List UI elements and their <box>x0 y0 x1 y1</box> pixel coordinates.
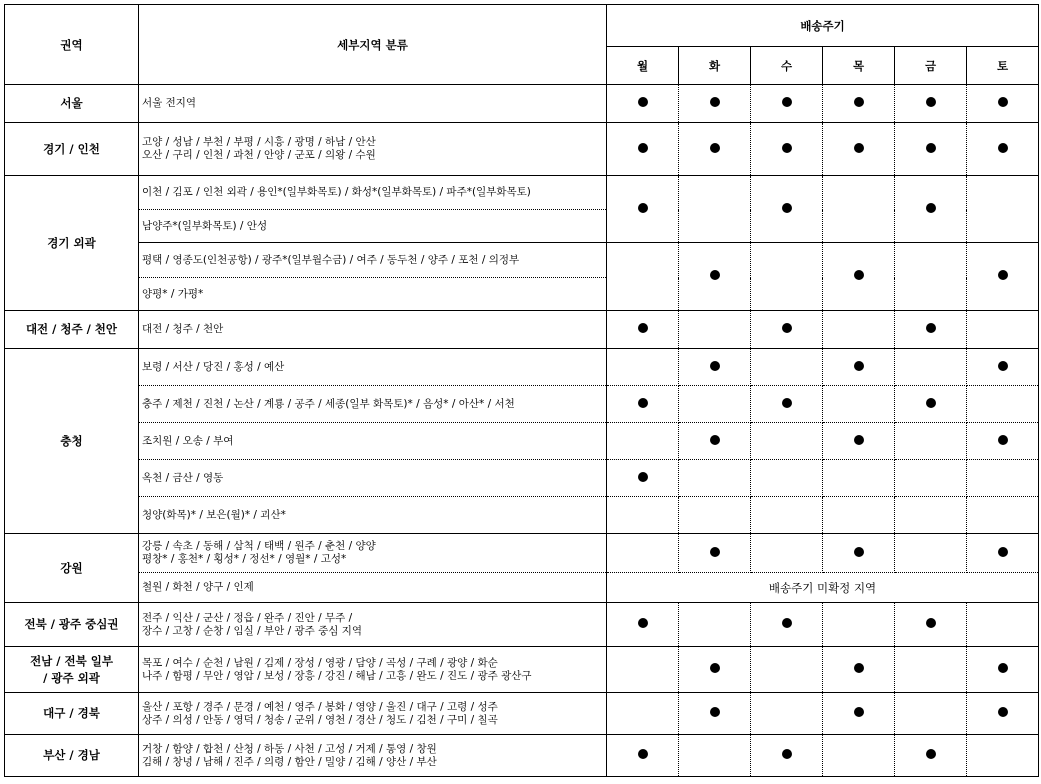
schedule-cell <box>823 311 895 349</box>
schedule-cell <box>967 693 1039 735</box>
subregion-cell <box>139 460 607 497</box>
schedule-cell <box>895 647 967 693</box>
delivery-dot-icon <box>710 435 720 445</box>
delivery-dot-icon <box>998 435 1008 445</box>
delivery-dot-icon <box>998 547 1008 557</box>
schedule-cell <box>967 311 1039 349</box>
delivery-dot-icon <box>854 97 864 107</box>
subregion-line: 조치원 / 오송 / 부여 <box>142 434 234 447</box>
schedule-cell <box>751 460 823 497</box>
delivery-dot-icon <box>782 143 792 153</box>
delivery-dot-icon <box>926 203 936 213</box>
delivery-dot-icon <box>998 663 1008 673</box>
table-row <box>5 349 1039 386</box>
delivery-dot-icon <box>638 472 648 482</box>
region-cell: 경기 외곽 <box>5 176 139 311</box>
schedule-cell <box>967 176 1039 243</box>
delivery-dot-icon <box>854 707 864 717</box>
schedule-cell <box>679 176 751 243</box>
schedule-cell <box>967 497 1039 534</box>
subregion-cell <box>139 210 607 243</box>
delivery-dot-icon <box>998 361 1008 371</box>
schedule-cell <box>967 123 1039 176</box>
subregion-line: 상주 / 의성 / 안동 / 영덕 / 청송 / 군위 / 영천 / 경산 / 청도 / 김천 / 구미 / 칠곡 <box>142 713 498 726</box>
schedule-cell <box>751 423 823 460</box>
cycle-header: 배송주기 <box>607 5 1039 47</box>
delivery-dot-icon <box>638 398 648 408</box>
subregion-line: 청양(화목)* / 보은(월)* / 괴산* <box>142 508 286 521</box>
region-cell <box>5 647 139 693</box>
subregion-cell <box>139 423 607 460</box>
schedule-cell <box>895 123 967 176</box>
table-row <box>5 603 1039 647</box>
schedule-cell <box>967 735 1039 777</box>
schedule-cell <box>751 85 823 123</box>
subregion-cell <box>139 534 607 573</box>
schedule-cell <box>823 460 895 497</box>
schedule-cell <box>967 386 1039 423</box>
subregion-cell <box>139 278 607 311</box>
table-row <box>5 386 1039 423</box>
schedule-cell <box>823 647 895 693</box>
delivery-dot-icon <box>782 97 792 107</box>
schedule-cell <box>823 603 895 647</box>
schedule-cell <box>823 123 895 176</box>
schedule-cell <box>823 735 895 777</box>
region-cell: 충청 <box>5 349 139 534</box>
schedule-cell <box>607 311 679 349</box>
schedule-cell <box>751 534 823 573</box>
subregion-cell <box>139 176 607 210</box>
delivery-dot-icon <box>854 663 864 673</box>
schedule-cell <box>967 647 1039 693</box>
schedule-cell <box>895 349 967 386</box>
delivery-dot-icon <box>638 323 648 333</box>
schedule-cell <box>679 534 751 573</box>
region-cell: 서울 <box>5 85 139 123</box>
table-row <box>5 423 1039 460</box>
schedule-cell <box>823 693 895 735</box>
delivery-dot-icon <box>782 618 792 628</box>
delivery-dot-icon <box>782 398 792 408</box>
schedule-cell <box>895 735 967 777</box>
table-row <box>5 497 1039 534</box>
schedule-cell <box>607 497 679 534</box>
subregion-line: 강릉 / 속초 / 동해 / 삼척 / 태백 / 원주 / 춘천 / 양양 <box>142 540 376 552</box>
subregion-cell <box>139 573 607 603</box>
schedule-cell <box>751 647 823 693</box>
delivery-dot-icon <box>710 361 720 371</box>
schedule-cell <box>607 534 679 573</box>
delivery-dot-icon <box>926 143 936 153</box>
schedule-cell <box>751 497 823 534</box>
subregion-line: 서울 전지역 <box>142 97 197 109</box>
delivery-dot-icon <box>854 361 864 371</box>
subregion-line: 거창 / 함양 / 합천 / 산청 / 하동 / 사천 / 고성 / 거제 / 통영 / 창원 <box>142 742 437 755</box>
schedule-cell <box>823 349 895 386</box>
schedule-cell <box>895 497 967 534</box>
table-row <box>5 534 1039 573</box>
delivery-dot-icon <box>998 707 1008 717</box>
region-cell: 부산 / 경남 <box>5 735 139 777</box>
schedule-cell <box>607 423 679 460</box>
delivery-dot-icon <box>710 97 720 107</box>
delivery-dot-icon <box>854 435 864 445</box>
table-row <box>5 243 1039 278</box>
region-header: 권역 <box>5 5 139 85</box>
region-cell: 대구 / 경북 <box>5 693 139 735</box>
schedule-cell <box>679 460 751 497</box>
schedule-cell <box>751 735 823 777</box>
subregion-line: 양평* / 가평* <box>142 287 204 300</box>
schedule-cell <box>607 735 679 777</box>
subregion-line: 보령 / 서산 / 당진 / 홍성 / 예산 <box>142 360 285 373</box>
subregion-cell <box>139 311 607 349</box>
subregion-line: 장수 / 고창 / 순창 / 임실 / 부안 / 광주 중심 지역 <box>142 624 363 637</box>
delivery-dot-icon <box>638 618 648 628</box>
schedule-cell <box>679 123 751 176</box>
day-header-thu: 목 <box>823 47 895 85</box>
schedule-cell <box>967 460 1039 497</box>
delivery-dot-icon <box>854 547 864 557</box>
schedule-cell <box>679 85 751 123</box>
schedule-cell <box>679 603 751 647</box>
region-line: / 광주 외곽 <box>43 670 100 685</box>
subregion-cell <box>139 693 607 735</box>
schedule-cell <box>751 349 823 386</box>
table-row <box>5 647 1039 693</box>
delivery-dot-icon <box>710 707 720 717</box>
subregion-cell <box>139 243 607 278</box>
schedule-cell <box>967 423 1039 460</box>
schedule-cell <box>967 349 1039 386</box>
schedule-cell <box>823 386 895 423</box>
schedule-cell <box>967 243 1039 311</box>
schedule-cell <box>679 311 751 349</box>
schedule-cell <box>607 349 679 386</box>
subregion-line: 평택 / 영종도(인천공항) / 광주*(일부월수금) / 여주 / 동두천 / 양주 / 포천 / 의정부 <box>142 253 520 266</box>
delivery-schedule-table <box>4 4 1039 777</box>
schedule-cell <box>607 386 679 423</box>
delivery-dot-icon <box>638 97 648 107</box>
schedule-cell <box>967 603 1039 647</box>
schedule-cell <box>607 176 679 243</box>
schedule-cell <box>679 497 751 534</box>
day-header-mon: 월 <box>607 47 679 85</box>
schedule-cell <box>751 243 823 311</box>
subregion-line: 이천 / 김포 / 인천 외곽 / 용인*(일부화목토) / 화성*(일부화목토) / 파주*(일부화목토) <box>142 186 531 198</box>
schedule-cell <box>751 176 823 243</box>
subregion-line: 고양 / 성남 / 부천 / 부평 / 시흥 / 광명 / 하남 / 안산 <box>142 136 376 148</box>
delivery-dot-icon <box>638 749 648 759</box>
schedule-cell <box>607 460 679 497</box>
delivery-dot-icon <box>926 97 936 107</box>
region-cell: 강원 <box>5 534 139 603</box>
schedule-cell <box>751 386 823 423</box>
schedule-cell <box>607 243 679 311</box>
subregion-line: 전주 / 익산 / 군산 / 정읍 / 완주 / 진안 / 무주 / <box>142 611 353 624</box>
schedule-cell <box>679 423 751 460</box>
schedule-cell <box>751 123 823 176</box>
schedule-cell <box>895 311 967 349</box>
delivery-dot-icon <box>782 323 792 333</box>
delivery-dot-icon <box>638 203 648 213</box>
schedule-cell <box>679 647 751 693</box>
schedule-cell <box>967 85 1039 123</box>
schedule-cell <box>607 647 679 693</box>
delivery-dot-icon <box>782 203 792 213</box>
region-cell: 대전 / 청주 / 천안 <box>5 311 139 349</box>
schedule-cell <box>751 603 823 647</box>
subregion-cell <box>139 349 607 386</box>
delivery-dot-icon <box>710 663 720 673</box>
schedule-cell <box>607 603 679 647</box>
region-cell: 전북 / 광주 중심권 <box>5 603 139 647</box>
region-cell: 경기 / 인천 <box>5 123 139 176</box>
day-header-tue: 화 <box>679 47 751 85</box>
schedule-cell <box>751 693 823 735</box>
subregion-cell <box>139 603 607 647</box>
schedule-cell <box>607 85 679 123</box>
subregion-cell <box>139 647 607 693</box>
subregion-header: 세부지역 분류 <box>139 5 607 85</box>
subregion-line: 평창* / 홍천* / 횡성* / 정선* / 영월* / 고성* <box>142 553 347 565</box>
undetermined-note: 배송주기 미확정 지역 <box>607 573 1039 603</box>
delivery-dot-icon <box>710 270 720 280</box>
schedule-cell <box>751 311 823 349</box>
schedule-cell <box>895 243 967 311</box>
schedule-cell <box>895 85 967 123</box>
delivery-dot-icon <box>926 323 936 333</box>
delivery-dot-icon <box>854 143 864 153</box>
day-header-sat: 토 <box>967 47 1039 85</box>
day-header-wed: 수 <box>751 47 823 85</box>
table-row <box>5 573 1039 603</box>
schedule-cell <box>895 176 967 243</box>
schedule-cell <box>607 123 679 176</box>
table-row <box>5 735 1039 777</box>
delivery-dot-icon <box>854 270 864 280</box>
subregion-line: 나주 / 함평 / 무안 / 영암 / 보성 / 장흥 / 강진 / 해남 / 고흥 / 완도 / 진도 / 광주 광산구 <box>142 669 532 682</box>
schedule-cell <box>895 693 967 735</box>
table-row <box>5 176 1039 210</box>
subregion-line: 옥천 / 금산 / 영동 <box>142 471 224 484</box>
schedule-cell <box>823 243 895 311</box>
delivery-dot-icon <box>926 749 936 759</box>
schedule-cell <box>823 176 895 243</box>
schedule-cell <box>823 423 895 460</box>
subregion-line: 목포 / 여수 / 순천 / 남원 / 김제 / 장성 / 영광 / 담양 / 곡성 / 구례 / 광양 / 화순 <box>142 656 498 669</box>
table-row <box>5 693 1039 735</box>
subregion-line: 김해 / 창녕 / 남해 / 진주 / 의령 / 함안 / 밀양 / 김해 / 양산 / 부산 <box>142 755 437 768</box>
table-row <box>5 85 1039 123</box>
delivery-dot-icon <box>926 398 936 408</box>
schedule-cell <box>823 85 895 123</box>
subregion-line: 남양주*(일부화목토) / 안성 <box>142 219 268 232</box>
schedule-cell <box>679 243 751 311</box>
subregion-line: 충주 / 제천 / 진천 / 논산 / 계룡 / 공주 / 세종(일부 화목토)* / 음성* / 아산* / 서천 <box>142 397 515 410</box>
day-header-fri: 금 <box>895 47 967 85</box>
subregion-cell <box>139 123 607 176</box>
schedule-cell <box>895 423 967 460</box>
subregion-cell <box>139 85 607 123</box>
schedule-cell <box>679 349 751 386</box>
subregion-line: 오산 / 구리 / 인천 / 과천 / 안양 / 군포 / 의왕 / 수원 <box>142 149 376 161</box>
delivery-dot-icon <box>998 97 1008 107</box>
table-row <box>5 460 1039 497</box>
delivery-dot-icon <box>998 270 1008 280</box>
subregion-cell <box>139 386 607 423</box>
schedule-cell <box>679 735 751 777</box>
subregion-cell <box>139 735 607 777</box>
delivery-dot-icon <box>926 618 936 628</box>
table-row <box>5 123 1039 176</box>
subregion-line: 철원 / 화천 / 양구 / 인제 <box>142 581 254 593</box>
delivery-dot-icon <box>638 143 648 153</box>
header-row <box>5 5 1039 47</box>
schedule-cell <box>895 603 967 647</box>
schedule-cell <box>895 534 967 573</box>
delivery-dot-icon <box>710 547 720 557</box>
subregion-cell <box>139 497 607 534</box>
schedule-cell <box>895 386 967 423</box>
schedule-cell <box>823 497 895 534</box>
subregion-line: 울산 / 포항 / 경주 / 문경 / 예천 / 영주 / 봉화 / 영양 / 울진 / 대구 / 고령 / 성주 <box>142 700 498 713</box>
schedule-cell <box>967 534 1039 573</box>
schedule-cell <box>607 693 679 735</box>
delivery-dot-icon <box>782 749 792 759</box>
schedule-cell <box>895 460 967 497</box>
delivery-dot-icon <box>998 143 1008 153</box>
schedule-cell <box>679 386 751 423</box>
subregion-line: 대전 / 청주 / 천안 <box>142 323 224 335</box>
delivery-dot-icon <box>710 143 720 153</box>
region-line: 전남 / 전북 일부 <box>30 653 113 668</box>
schedule-cell <box>823 534 895 573</box>
schedule-cell <box>679 693 751 735</box>
table-row <box>5 311 1039 349</box>
